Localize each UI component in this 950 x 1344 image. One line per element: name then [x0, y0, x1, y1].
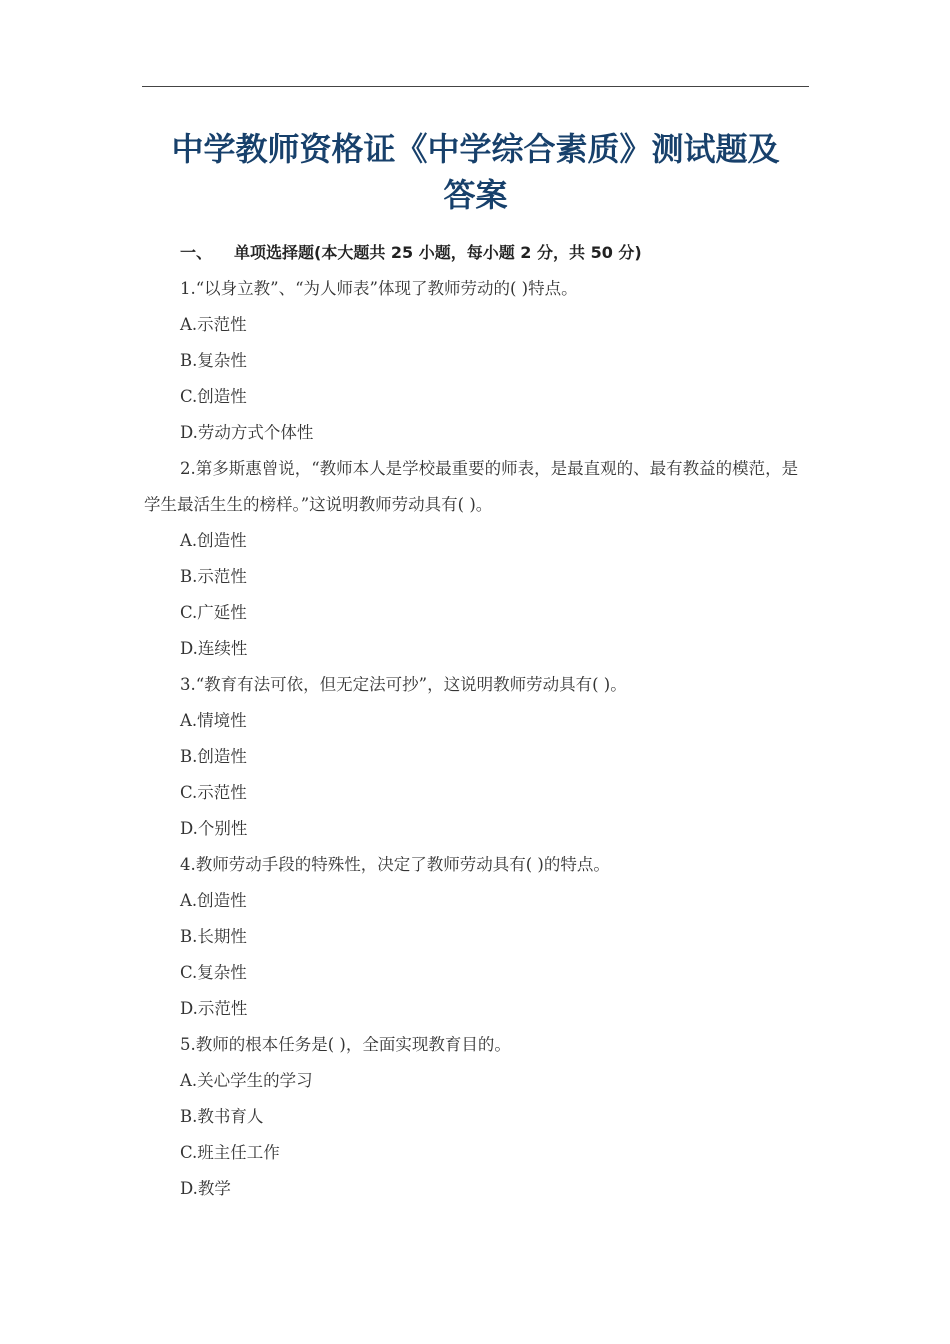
document-body: [144, 235, 800, 1207]
option-d: D.示范性: [180, 999, 248, 1018]
document-title: [142, 126, 809, 218]
option-c: C.班主任工作: [180, 1143, 280, 1162]
option-b: B.长期性: [180, 927, 247, 946]
header-rule: [142, 86, 809, 87]
question-text: 4.教师劳动手段的特殊性，决定了教师劳动具有( )的特点。: [180, 855, 610, 874]
question-text: 3.“教育有法可依，但无定法可抄”，这说明教师劳动具有( )。: [180, 675, 627, 694]
question-5: [144, 1027, 800, 1207]
question-4: [144, 847, 800, 1027]
option-d: D.个别性: [180, 819, 248, 838]
question-text: 1.“以身立教”、“为人师表”体现了教师劳动的( )特点。: [180, 279, 578, 298]
option-c: C.示范性: [180, 783, 247, 802]
option-b: B.复杂性: [180, 351, 247, 370]
option-d: D.教学: [180, 1179, 231, 1198]
section-number: 一、: [180, 243, 213, 262]
option-a: A.创造性: [180, 891, 247, 910]
option-a: A.创造性: [180, 531, 247, 550]
document-title-line-1: 中学教师资格证《中学综合素质》测试题及: [171, 130, 780, 168]
question-text: 2.第多斯惠曾说，“教师本人是学校最重要的师表，是最直观的、最有教益的模范，是学生最活生生的榜样。”这说明教师劳动具有( )。: [144, 459, 799, 514]
section-title: 单项选择题(本大题共 25 小题，每小题 2 分，共 50 分): [234, 243, 642, 262]
option-a: A.情境性: [180, 711, 247, 730]
option-a: A.关心学生的学习: [180, 1071, 313, 1090]
option-b: B.教书育人: [180, 1107, 264, 1126]
question-3: [144, 667, 800, 847]
document-title-line-2: 答案: [443, 176, 508, 214]
section-heading: [144, 235, 800, 271]
option-b: B.创造性: [180, 747, 247, 766]
option-d: D.劳动方式个体性: [180, 423, 314, 442]
option-a: A.示范性: [180, 315, 247, 334]
option-c: C.复杂性: [180, 963, 247, 982]
question-text: 5.教师的根本任务是( )，全面实现教育目的。: [180, 1035, 511, 1054]
question-2: [144, 451, 800, 667]
option-d: D.连续性: [180, 639, 248, 658]
option-b: B.示范性: [180, 567, 247, 586]
option-c: C.广延性: [180, 603, 247, 622]
option-c: C.创造性: [180, 387, 247, 406]
question-1: [144, 271, 800, 451]
